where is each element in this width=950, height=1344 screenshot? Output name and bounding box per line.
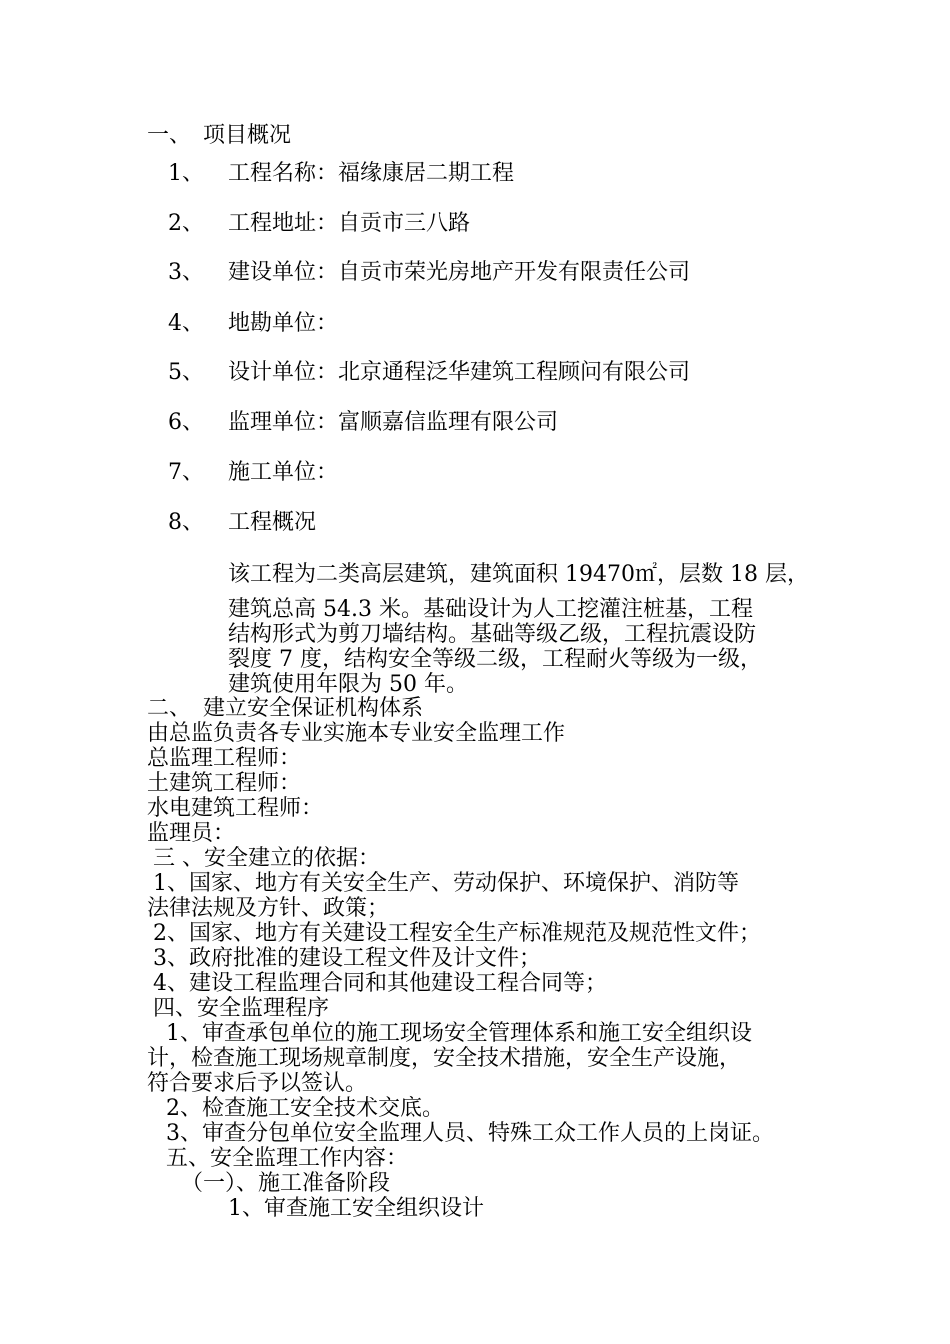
item-text: 监理单位：富顺嘉信监理有限公司 bbox=[228, 410, 559, 435]
item-text: 工程名称：福缘康居二期工程 bbox=[228, 161, 515, 186]
section-3-title: 三 、安全建立的依据： bbox=[153, 846, 380, 871]
item-text: 建设单位：自贡市荣光房地产开发有限责任公司 bbox=[228, 260, 691, 285]
section-4-line: 3、审查分包单位安全监理人员、特殊工众工作人员的上岗证。 bbox=[166, 1121, 774, 1146]
section-3-line: 法律法规及方针、政策； bbox=[147, 896, 390, 921]
section-4-line: 符合要求后予以签认。 bbox=[147, 1071, 368, 1096]
section-1-number: 一、 bbox=[147, 123, 192, 148]
section-4-line: 1、审查承包单位的施工现场安全管理体系和施工安全组织设 bbox=[166, 1021, 752, 1046]
section-3-line: 3、政府批准的建设工程文件及计文件； bbox=[153, 946, 541, 971]
overview-line: 结构形式为剪刀墙结构。基础等级乙级，工程抗震设防 bbox=[228, 622, 757, 647]
section-2-line: 水电建筑工程师： bbox=[147, 796, 324, 821]
section-3-line: 4、建设工程监理合同和其他建设工程合同等； bbox=[153, 971, 607, 996]
overview-line: 建筑总高 54.3 米。基础设计为人工挖灌注桩基，工程 bbox=[228, 597, 753, 622]
item-text: 施工单位： bbox=[228, 460, 339, 485]
section-3-line: 2、国家、地方有关建设工程安全生产标准规范及规范性文件； bbox=[153, 921, 761, 946]
section-2-number: 二、 bbox=[147, 696, 192, 721]
item-number: 1、 bbox=[168, 161, 204, 186]
section-5-subitem: 1、审查施工安全组织设计 bbox=[228, 1196, 484, 1221]
section-2-title: 建立安全保证机构体系 bbox=[203, 696, 424, 721]
overview-line: 裂度 7 度，结构安全等级二级，工程耐火等级为一级， bbox=[228, 647, 762, 672]
section-2-line: 总监理工程师： bbox=[147, 746, 302, 771]
section-3-line: 1、国家、地方有关安全生产、劳动保护、环境保护、消防等 bbox=[153, 871, 739, 896]
section-1-title: 项目概况 bbox=[203, 123, 292, 148]
section-4-line: 2、检查施工安全技术交底。 bbox=[166, 1096, 444, 1121]
section-4-line: 计，检查施工现场规章制度，安全技术措施，安全生产设施， bbox=[147, 1046, 742, 1071]
section-4-title: 四、安全监理程序 bbox=[153, 996, 330, 1021]
section-2-line: 土建筑工程师： bbox=[147, 771, 302, 796]
overview-line: 建筑使用年限为 50 年。 bbox=[228, 672, 468, 697]
overview-line: 该工程为二类高层建筑，建筑面积 19470㎡，层数 18 层， bbox=[228, 562, 809, 587]
item-number: 6、 bbox=[168, 410, 204, 435]
item-number: 5、 bbox=[168, 360, 204, 385]
item-text: 工程概况 bbox=[228, 510, 317, 535]
item-number: 8、 bbox=[168, 510, 204, 535]
item-number: 2、 bbox=[168, 211, 204, 236]
item-number: 7、 bbox=[168, 460, 204, 485]
item-text: 工程地址：自贡市三八路 bbox=[228, 211, 471, 236]
section-2-line: 由总监负责各专业实施本专业安全监理工作 bbox=[147, 721, 566, 746]
item-number: 3、 bbox=[168, 260, 204, 285]
item-text: 地勘单位： bbox=[228, 311, 339, 336]
item-number: 4、 bbox=[168, 311, 204, 336]
section-5-title: 五、安全监理工作内容： bbox=[166, 1146, 409, 1171]
item-text: 设计单位：北京通程泛华建筑工程顾问有限公司 bbox=[228, 360, 691, 385]
section-5-subheading: （一）、施工准备阶段 bbox=[181, 1171, 391, 1196]
section-2-line: 监理员： bbox=[147, 821, 236, 846]
